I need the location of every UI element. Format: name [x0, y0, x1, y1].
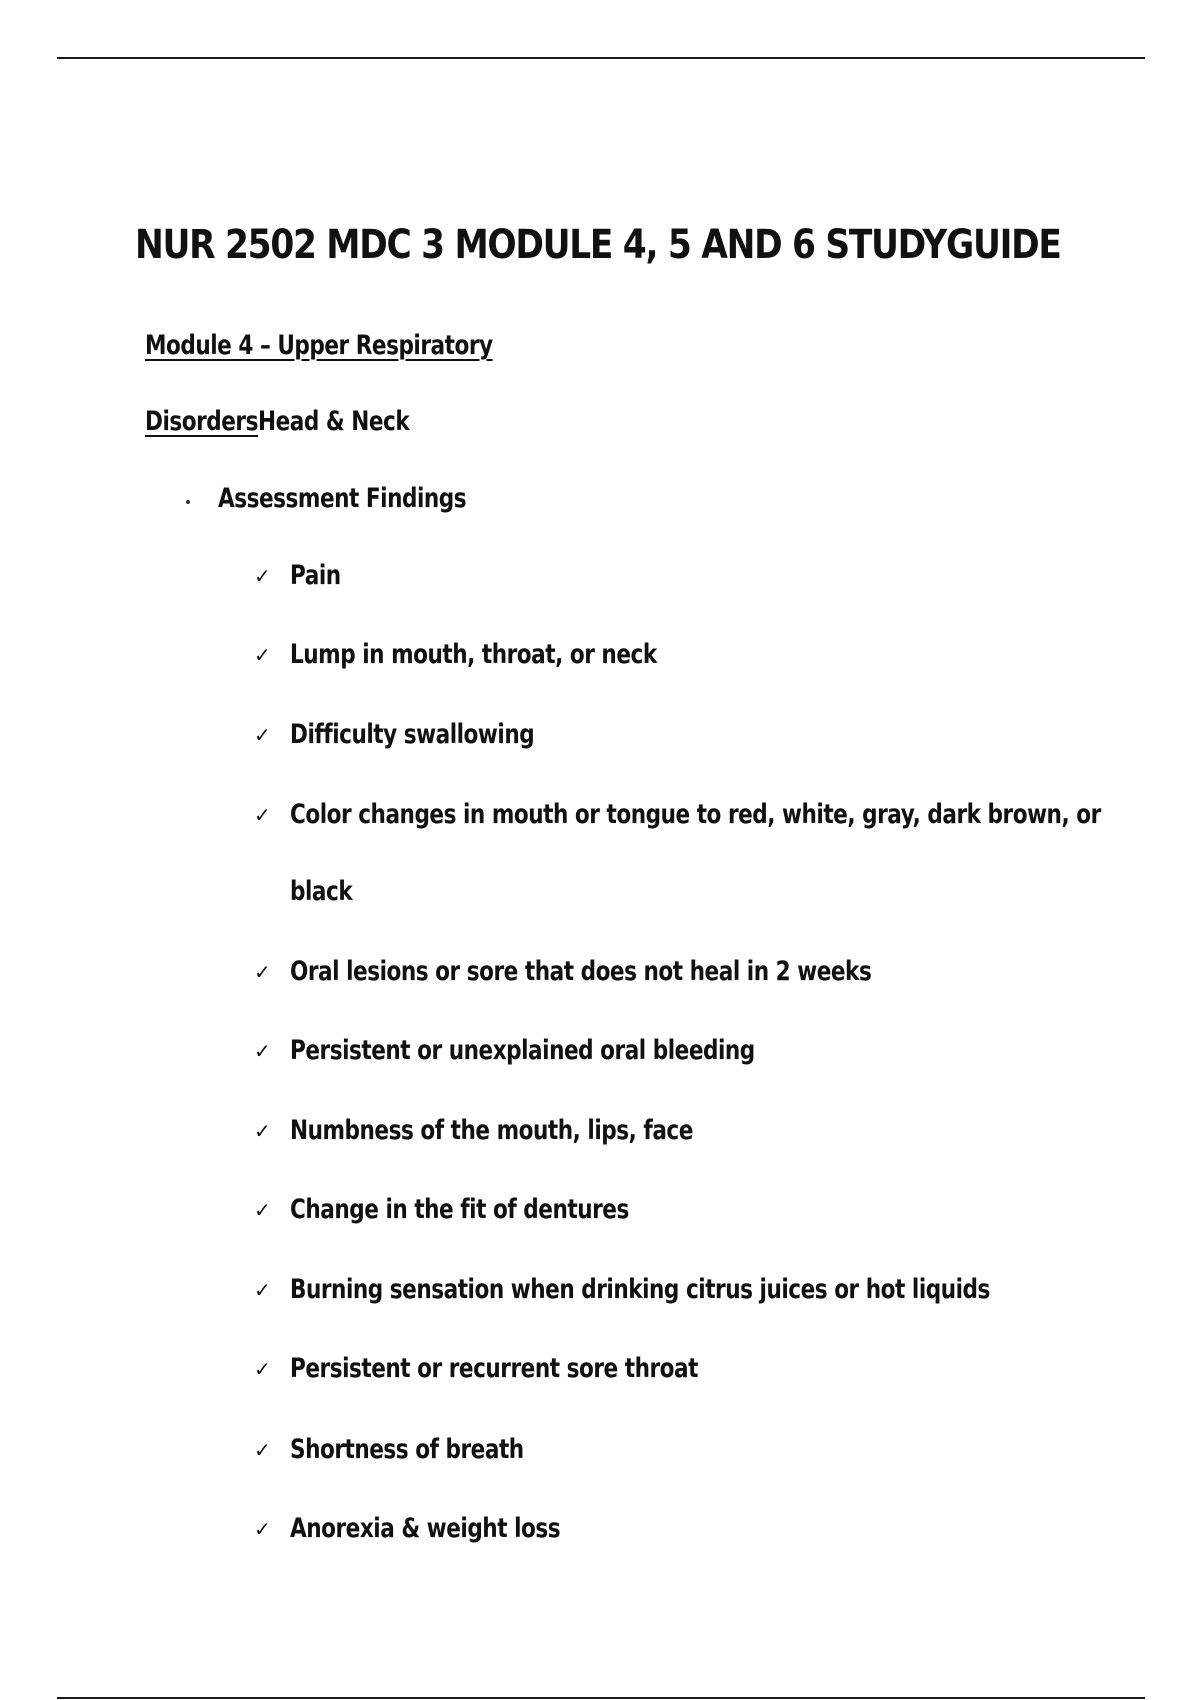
checkmark-icon: ✓ [254, 1119, 271, 1143]
disorders-heading [145, 402, 409, 442]
list-item: Anorexia & weight loss [290, 1513, 561, 1544]
checkmark-icon: ✓ [254, 723, 271, 747]
checkmark-icon: ✓ [254, 803, 271, 827]
list-item: Change in the fit of dentures [290, 1194, 629, 1225]
document-title: NUR 2502 MDC 3 MODULE 4, 5 AND 6 STUDYGUIDE [135, 222, 1061, 268]
checkmark-icon: ✓ [254, 1278, 271, 1302]
list-item: Burning sensation when drinking citrus juices or hot liquids [290, 1274, 990, 1305]
list-item: Pain [290, 560, 341, 591]
top-rule [57, 57, 1145, 59]
list-item: Shortness of breath [290, 1434, 524, 1465]
checkmark-icon: ✓ [254, 1438, 271, 1462]
checkmark-icon: ✓ [254, 1517, 271, 1541]
checkmark-icon: ✓ [254, 960, 271, 984]
list-item: Numbness of the mouth, lips, face [290, 1115, 693, 1146]
checkmark-icon: ✓ [254, 1039, 271, 1063]
disorders-label: Disorders [145, 406, 258, 437]
head-neck-label: Head & Neck [257, 406, 410, 437]
list-item: Persistent or unexplained oral bleeding [290, 1035, 755, 1066]
checkmark-icon: ✓ [254, 643, 271, 667]
module-heading: Module 4 – Upper Respiratory [145, 330, 493, 361]
checkmark-icon: ✓ [254, 1357, 271, 1381]
list-item-continuation: black [290, 876, 353, 907]
list-item: Lump in mouth, throat, or neck [290, 639, 657, 670]
bottom-rule [57, 1697, 1145, 1699]
list-item: Oral lesions or sore that does not heal in 2 weeks [290, 956, 872, 987]
list-item: Color changes in mouth or tongue to red, white, gray, dark brown, or [290, 799, 1101, 830]
list-item: Difficulty swallowing [290, 719, 535, 750]
list-item: Persistent or recurrent sore throat [290, 1353, 698, 1384]
checkmark-icon: ✓ [254, 564, 271, 588]
bullet-dot-icon [186, 500, 190, 504]
assessment-heading: Assessment Findings [218, 483, 467, 514]
checkmark-icon: ✓ [254, 1198, 271, 1222]
